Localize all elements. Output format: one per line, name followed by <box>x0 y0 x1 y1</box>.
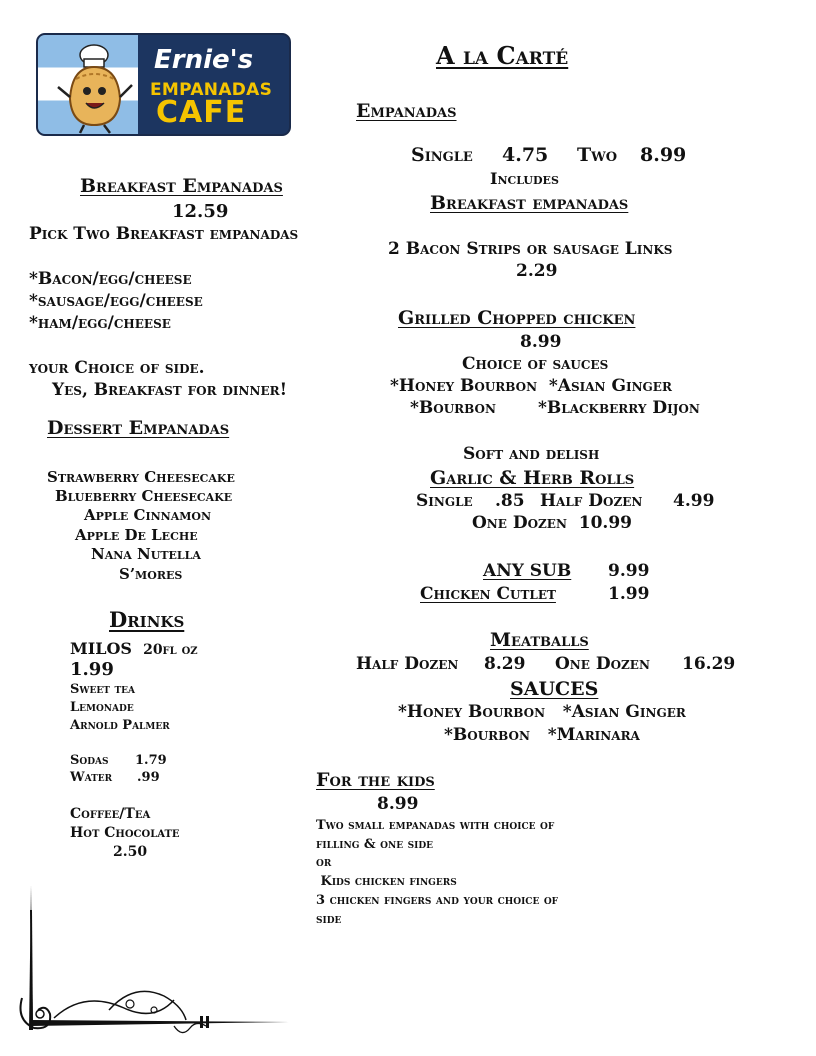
milos-flavor: Arnold Palmer <box>70 718 170 733</box>
water-price: .99 <box>137 770 160 785</box>
kids-line: side <box>316 912 342 927</box>
milos-label <box>70 640 198 658</box>
sodas-label: Sodas <box>70 753 109 768</box>
kids-line: Two small empanadas with choice of <box>316 818 555 833</box>
dessert-item: Blueberry Cheesecake <box>55 487 233 505</box>
rolls-single-price: .85 <box>495 491 525 511</box>
empanada-single-price: 4.75 <box>502 144 549 166</box>
kids-line: filling & one side <box>316 837 433 852</box>
empanada-chef-mascot-icon <box>52 39 152 135</box>
dessert-item: Apple De Leche <box>75 526 198 544</box>
rolls-dozen-line: One Dozen 10.99 <box>472 513 632 533</box>
meatballs-heading: Meatballs <box>490 629 589 651</box>
meatballs-sauce-line: *Bourbon *Marinara <box>444 725 640 745</box>
meatballs-dozen-label: One Dozen <box>555 654 650 674</box>
milos-price: 1.99 <box>70 659 114 680</box>
rolls-half-dozen-label: Half Dozen <box>540 491 643 511</box>
water-label: Water <box>70 770 113 785</box>
breakfast-price: 12.59 <box>172 201 229 222</box>
meatballs-sauce-line: *Honey Bourbon *Asian Ginger <box>398 702 686 722</box>
includes-label: Includes <box>490 169 559 188</box>
breakfast-heading: Breakfast Empanadas <box>80 175 283 197</box>
drinks-heading: Drinks <box>109 607 185 632</box>
chicken-price: 8.99 <box>520 332 562 352</box>
dessert-heading: Dessert Empanadas <box>47 417 230 439</box>
logo-cafe-word: CAFE <box>156 95 247 130</box>
meatballs-half-dozen-label: Half Dozen <box>356 654 459 674</box>
dessert-item: Nana Nutella <box>91 545 201 563</box>
rolls-single-label: Single <box>416 491 473 511</box>
cafe-logo <box>36 33 291 136</box>
kids-heading: For the kids <box>316 769 435 791</box>
dessert-item: S’mores <box>119 565 183 583</box>
kids-price: 8.99 <box>377 794 419 814</box>
breakfast-item: *Bacon/egg/cheese <box>29 269 192 289</box>
dessert-item: Apple Cinnamon <box>84 506 212 524</box>
bacon-sausage-price: 2.29 <box>516 261 558 281</box>
breakfast-side-note: your Choice of side. <box>29 358 205 378</box>
chicken-sauce-line: *Honey Bourbon *Asian Ginger <box>390 376 672 396</box>
any-sub-price: 9.99 <box>608 561 650 581</box>
milos-name: MILOS <box>70 639 132 658</box>
breakfast-pick-two: Pick Two Breakfast empanadas <box>29 224 299 244</box>
meatballs-sauces-heading: SAUCES <box>510 678 599 700</box>
rolls-half-dozen-price: 4.99 <box>673 491 715 511</box>
chicken-sauce-heading: Choice of sauces <box>462 354 609 374</box>
coffee-tea-label: Coffee/Tea <box>70 806 151 822</box>
dessert-item: Strawberry Cheesecake <box>47 468 235 486</box>
empanadas-heading: Empanadas <box>356 100 457 122</box>
coffee-price: 2.50 <box>113 844 148 860</box>
chicken-sauce-blackberry: *Blackberry Dijon <box>538 398 700 418</box>
page-title: A la Carté <box>436 41 569 70</box>
hot-chocolate-label: Hot Chocolate <box>70 825 180 841</box>
includes-breakfast-empanadas: Breakfast empanadas <box>430 192 629 214</box>
kids-line: or <box>316 855 332 870</box>
empanada-two-label: Two <box>577 144 618 166</box>
corner-flourish-ornament <box>14 880 294 1050</box>
logo-empanadas-word: EMPANADAS <box>150 80 273 100</box>
meatballs-half-dozen-price: 8.29 <box>484 654 526 674</box>
rolls-heading: Garlic & Herb Rolls <box>430 467 635 489</box>
kids-line: 3 chicken fingers and your choice of <box>316 893 559 908</box>
kids-line: Kids chicken fingers <box>316 874 457 889</box>
any-sub-label: ANY SUB <box>483 561 572 581</box>
sodas-price: 1.79 <box>135 753 167 768</box>
chicken-heading: Grilled Chopped chicken <box>398 307 636 329</box>
chicken-cutlet-price: 1.99 <box>608 584 650 604</box>
milos-size: 20fl oz <box>143 642 198 658</box>
chicken-sauce-bourbon: *Bourbon <box>410 398 496 418</box>
logo-brand-name: Ernie's <box>154 45 254 75</box>
breakfast-tagline: Yes, Breakfast for dinner! <box>52 380 288 400</box>
rolls-tagline: Soft and delish <box>463 444 600 464</box>
chicken-cutlet-label: Chicken Cutlet <box>420 584 556 604</box>
milos-flavor: Lemonade <box>70 700 134 715</box>
breakfast-item: *ham/egg/cheese <box>29 313 171 333</box>
empanada-two-price: 8.99 <box>640 144 687 166</box>
empanada-single-label: Single <box>411 144 473 166</box>
milos-flavor: Sweet tea <box>70 682 135 697</box>
breakfast-item: *sausage/egg/cheese <box>29 291 203 311</box>
meatballs-dozen-price: 16.29 <box>682 654 736 674</box>
bacon-sausage-line: 2 Bacon Strips or sausage Links <box>388 239 673 259</box>
